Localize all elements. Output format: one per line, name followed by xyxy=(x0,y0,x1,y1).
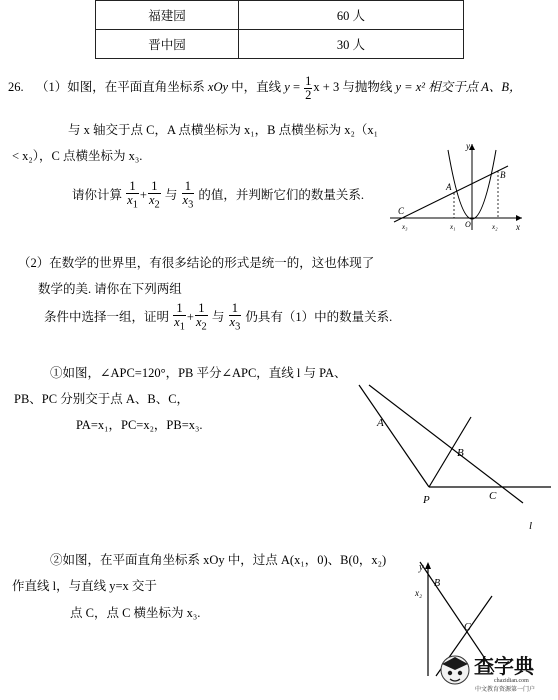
label-l: l xyxy=(529,520,533,532)
fraction-half xyxy=(304,75,312,102)
option2-line3: 点 C，点 C 横坐标为 x₃. xyxy=(70,606,201,620)
subscript: 3 xyxy=(235,321,241,333)
ray-pa xyxy=(359,385,429,487)
denominator xyxy=(195,316,208,334)
denominator xyxy=(229,316,242,334)
subscript: 2 xyxy=(201,321,207,333)
subscript: 1 xyxy=(179,321,185,333)
label-x: x xyxy=(516,222,520,232)
ray-pb xyxy=(429,417,471,487)
part2-line3 xyxy=(44,300,392,334)
question-number-text: 26. xyxy=(8,80,24,94)
subscript: 2 xyxy=(154,199,160,211)
fraction-1-x2 xyxy=(195,302,208,334)
option1-line1: ①如图，∠APC=120°，PB 平分∠APC，直线 l 与 PA、 xyxy=(50,366,347,380)
q26-line2: 与 x 轴交于点 C，A 点横坐标为 x₁，B 点横坐标为 x₂（x₁ xyxy=(68,123,378,137)
q26-line3: < x₂），C 点横坐标为 x₃. xyxy=(12,149,143,163)
denominator: 2 xyxy=(305,87,312,102)
denominator xyxy=(173,316,186,334)
numerator: 1 xyxy=(126,180,139,194)
figure-angle xyxy=(355,383,555,533)
table-row xyxy=(96,1,464,30)
y-axis-arrow xyxy=(425,562,431,569)
label-c: C xyxy=(489,490,497,502)
part2-line1: （2）在数学的世界里，有很多结论的形式是统一的，这也体现了 xyxy=(18,256,375,270)
label-x2: x₂ xyxy=(415,588,423,598)
line-ab xyxy=(394,166,508,222)
question-number xyxy=(8,79,24,95)
fraction-1-x3 xyxy=(229,302,242,334)
denominator xyxy=(182,194,195,212)
var: x xyxy=(148,193,155,208)
line-l xyxy=(369,385,523,503)
option2-line1: ②如图，在平面直角坐标系 xOy 中，过点 A(x₁，0)、B(0，x₂) xyxy=(50,553,387,567)
plus-sign: + xyxy=(186,310,194,324)
part2-line2: 数学的美. 请你在下列两组 xyxy=(38,282,182,296)
plus-sign: + xyxy=(139,188,147,202)
text: 请你计算 xyxy=(72,188,123,202)
label-o: O xyxy=(465,220,471,229)
text: 与 xyxy=(164,188,178,202)
denominator xyxy=(148,194,161,212)
logo-name: 查字典 xyxy=(474,656,534,678)
subscript: 1 xyxy=(132,199,138,211)
text: 条件中选择一组，证明 xyxy=(44,310,170,324)
logo-url: chazidian.com xyxy=(494,678,529,684)
table-cell: 晋中园 xyxy=(96,30,239,59)
label-c: C xyxy=(398,206,405,216)
text: x + 3 与抛物线 xyxy=(313,80,396,94)
x-axis-arrow xyxy=(516,215,522,221)
fraction-1-x2 xyxy=(148,180,161,212)
text: 仍具有（1）中的数量关系. xyxy=(245,310,393,324)
option1-line3: PA=x₁，PC=x₂，PB=x₃. xyxy=(76,418,203,432)
logo-icon xyxy=(438,646,558,696)
table-row xyxy=(96,30,464,59)
label-b: B xyxy=(434,578,441,589)
numerator: 1 xyxy=(148,180,161,194)
var: x xyxy=(229,315,236,330)
label-x1: x₁ xyxy=(450,223,456,231)
label-a: A xyxy=(446,182,452,192)
garden-table xyxy=(95,0,464,59)
var: x xyxy=(182,193,189,208)
numerator: 1 xyxy=(195,302,208,316)
text: y xyxy=(284,80,290,94)
option1-line2: PB、PC 分别交于点 A、B、C， xyxy=(14,392,190,406)
table-cell: 60 人 xyxy=(239,1,464,30)
label-a: A xyxy=(377,417,384,429)
logo-tagline: 中文教育资源第一门户 xyxy=(475,687,536,693)
figure-parabola xyxy=(388,140,528,232)
label-b: B xyxy=(457,447,464,459)
fraction-1-x3 xyxy=(182,180,195,212)
numerator: 1 xyxy=(173,302,186,316)
text: 的值，并判断它们的数量关系. xyxy=(198,188,365,202)
label-x2: x₂ xyxy=(492,223,498,231)
text: 中，直线 xyxy=(228,80,285,94)
var: x xyxy=(195,315,202,330)
label-p: P xyxy=(423,494,430,506)
numerator: 1 xyxy=(182,180,195,194)
denominator xyxy=(126,194,139,212)
fraction-1-x1 xyxy=(173,302,186,334)
text: 与 xyxy=(211,310,225,324)
label-y: y xyxy=(419,562,424,573)
q26-line1 xyxy=(36,73,522,102)
table-cell: 30 人 xyxy=(239,30,464,59)
var: x xyxy=(127,193,133,208)
fraction-1-x1 xyxy=(126,180,139,212)
subscript: 3 xyxy=(188,199,194,211)
label-y: y xyxy=(466,141,470,151)
var: x xyxy=(174,315,180,330)
option2-line2: 作直线 l，与直线 y=x 交于 xyxy=(12,579,157,593)
label-c: C xyxy=(464,622,471,633)
q26-line4 xyxy=(72,180,364,212)
table-cell: 福建园 xyxy=(96,1,239,30)
text: = xyxy=(289,80,304,94)
label-b: B xyxy=(500,170,506,180)
text: y = x² 相交于点 A、B， xyxy=(395,80,522,94)
text: xOy xyxy=(207,80,229,94)
label-x3: x₃ xyxy=(402,223,408,231)
numerator: 1 xyxy=(305,73,312,88)
text: （1）如图，在平面直角坐标系 xyxy=(36,80,208,94)
chazidian-logo xyxy=(438,646,558,700)
numerator: 1 xyxy=(229,302,242,316)
